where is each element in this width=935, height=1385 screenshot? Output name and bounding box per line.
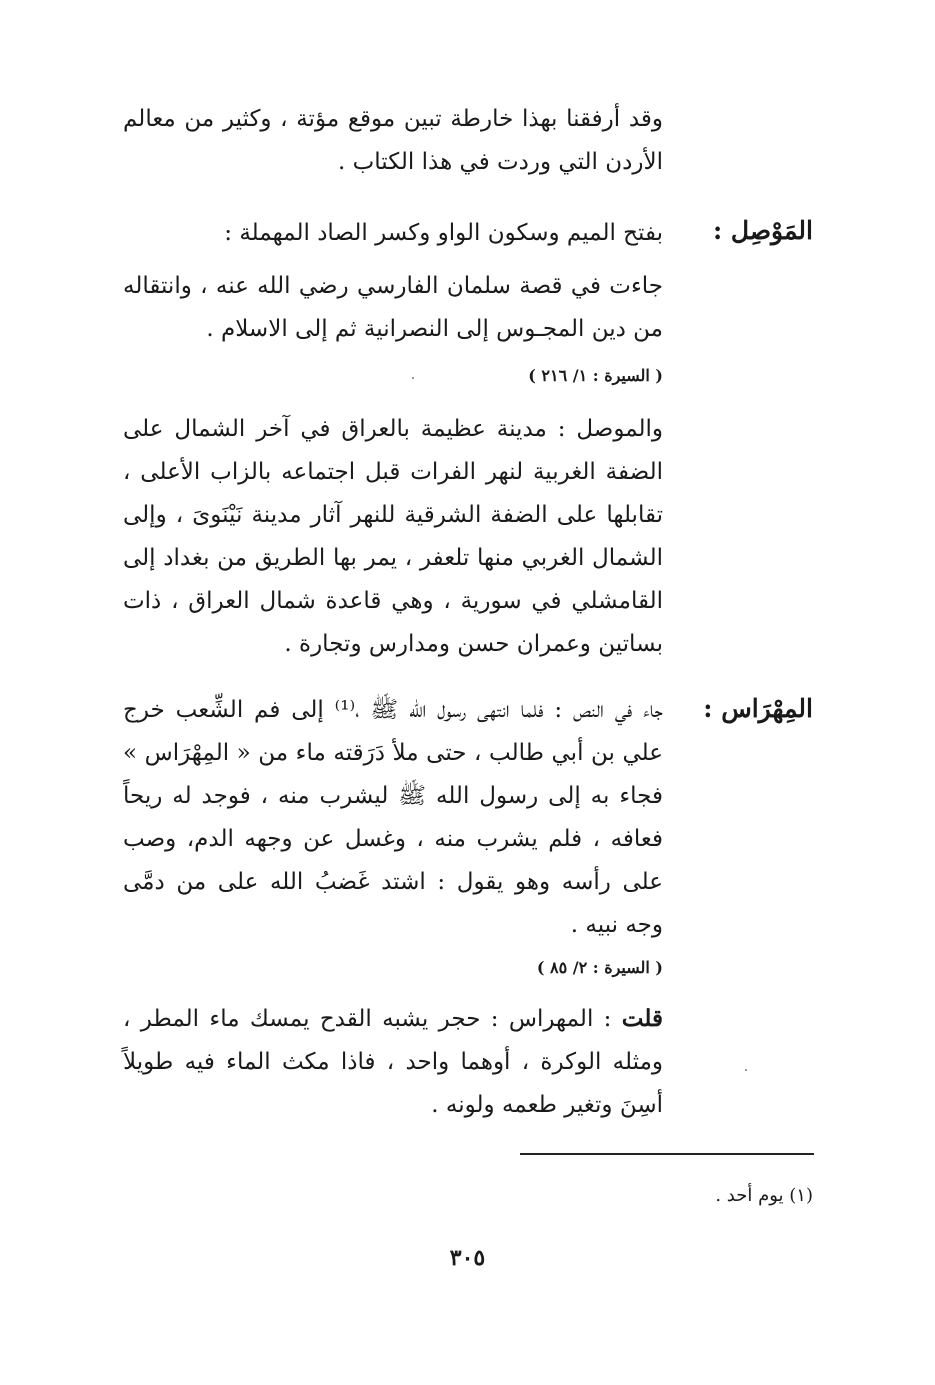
scan-speck bbox=[745, 1069, 747, 1071]
entry-body-mosul: جاءت في قصة سلمان الفارسي رضي الله عنه ، وانتقاله من دين المجـوس إلى النصرانية ثم إلى الاسلام . bbox=[123, 273, 663, 342]
footnote-divider bbox=[520, 1153, 814, 1155]
entry-note-mosul: والموصل : مدينة عظيمة بالعراق في آخر الشمال على الضفة الغربية لنهر الفرات قبل اجتماعه بالزاب الأعلى ، تقابلها على الضفة الشرقية للنهر آثار مدينة نَيْنَوىَ ، وإلى الشمال الغربي منها تلعفر ، يمر بها الطريق من بغداد إلى القامشلي في سورية ، وهي قاعدة شمال العراق ، ذات بساتين وعمران حسن ومدارس وتجارة . bbox=[123, 416, 663, 657]
entry-heading-mihras: المِهْرَاس : bbox=[703, 694, 813, 723]
entry-heading-mosul: المَوْصِل : bbox=[712, 216, 813, 245]
intro-paragraph: وقد أرفقنا بهذا خارطة تبين موقع مؤتة ، وكثير من معالم الأردن التي وردت في هذا الكتاب . bbox=[123, 106, 663, 175]
footnote: (١) يوم أحد . bbox=[715, 1185, 813, 1206]
entry-note-mihras bbox=[123, 997, 663, 1127]
citation-mosul: ( السيرة : ١/ ٢١٦ ) bbox=[528, 366, 663, 385]
entry-definition-mosul: بفتح الميم وسكون الواو وكسر الصاد المهملة : bbox=[224, 220, 663, 246]
scan-speck bbox=[412, 377, 414, 379]
page-number: ٣٠٥ bbox=[449, 1245, 486, 1271]
entry-body-mihras: جاء في النص : فلما انتهى رسول الله ﷺ ،⁽¹⁾ إلى فم الشِّعب خرج علي بن أبي طالب ، حتى ملأ دَرَقته ماء من « المِهْرَاس » فجاء به إلى رسول الله ﷺ ليشرب منه ، فوجد له ريحاً فعافه ، فلم يشرب منه ، وغسل عن وجهه الدم، وصب على رأسه وهو يقول : اشتد غَضبُ الله على من دمَّى وجه نبيه . bbox=[123, 697, 663, 938]
note-text: : المهراس : حجر يشبه القدح يمسك ماء المطر ، ومثله الوكرة ، أوهما واحد ، فاذا مكث الماء فيه طويلاً أسِنَ وتغير طعمه ولونه . bbox=[123, 1006, 663, 1118]
citation-mihras: ( السيرة : ٢/ ٨٥ ) bbox=[536, 958, 663, 977]
note-label: قلت bbox=[621, 1005, 663, 1032]
